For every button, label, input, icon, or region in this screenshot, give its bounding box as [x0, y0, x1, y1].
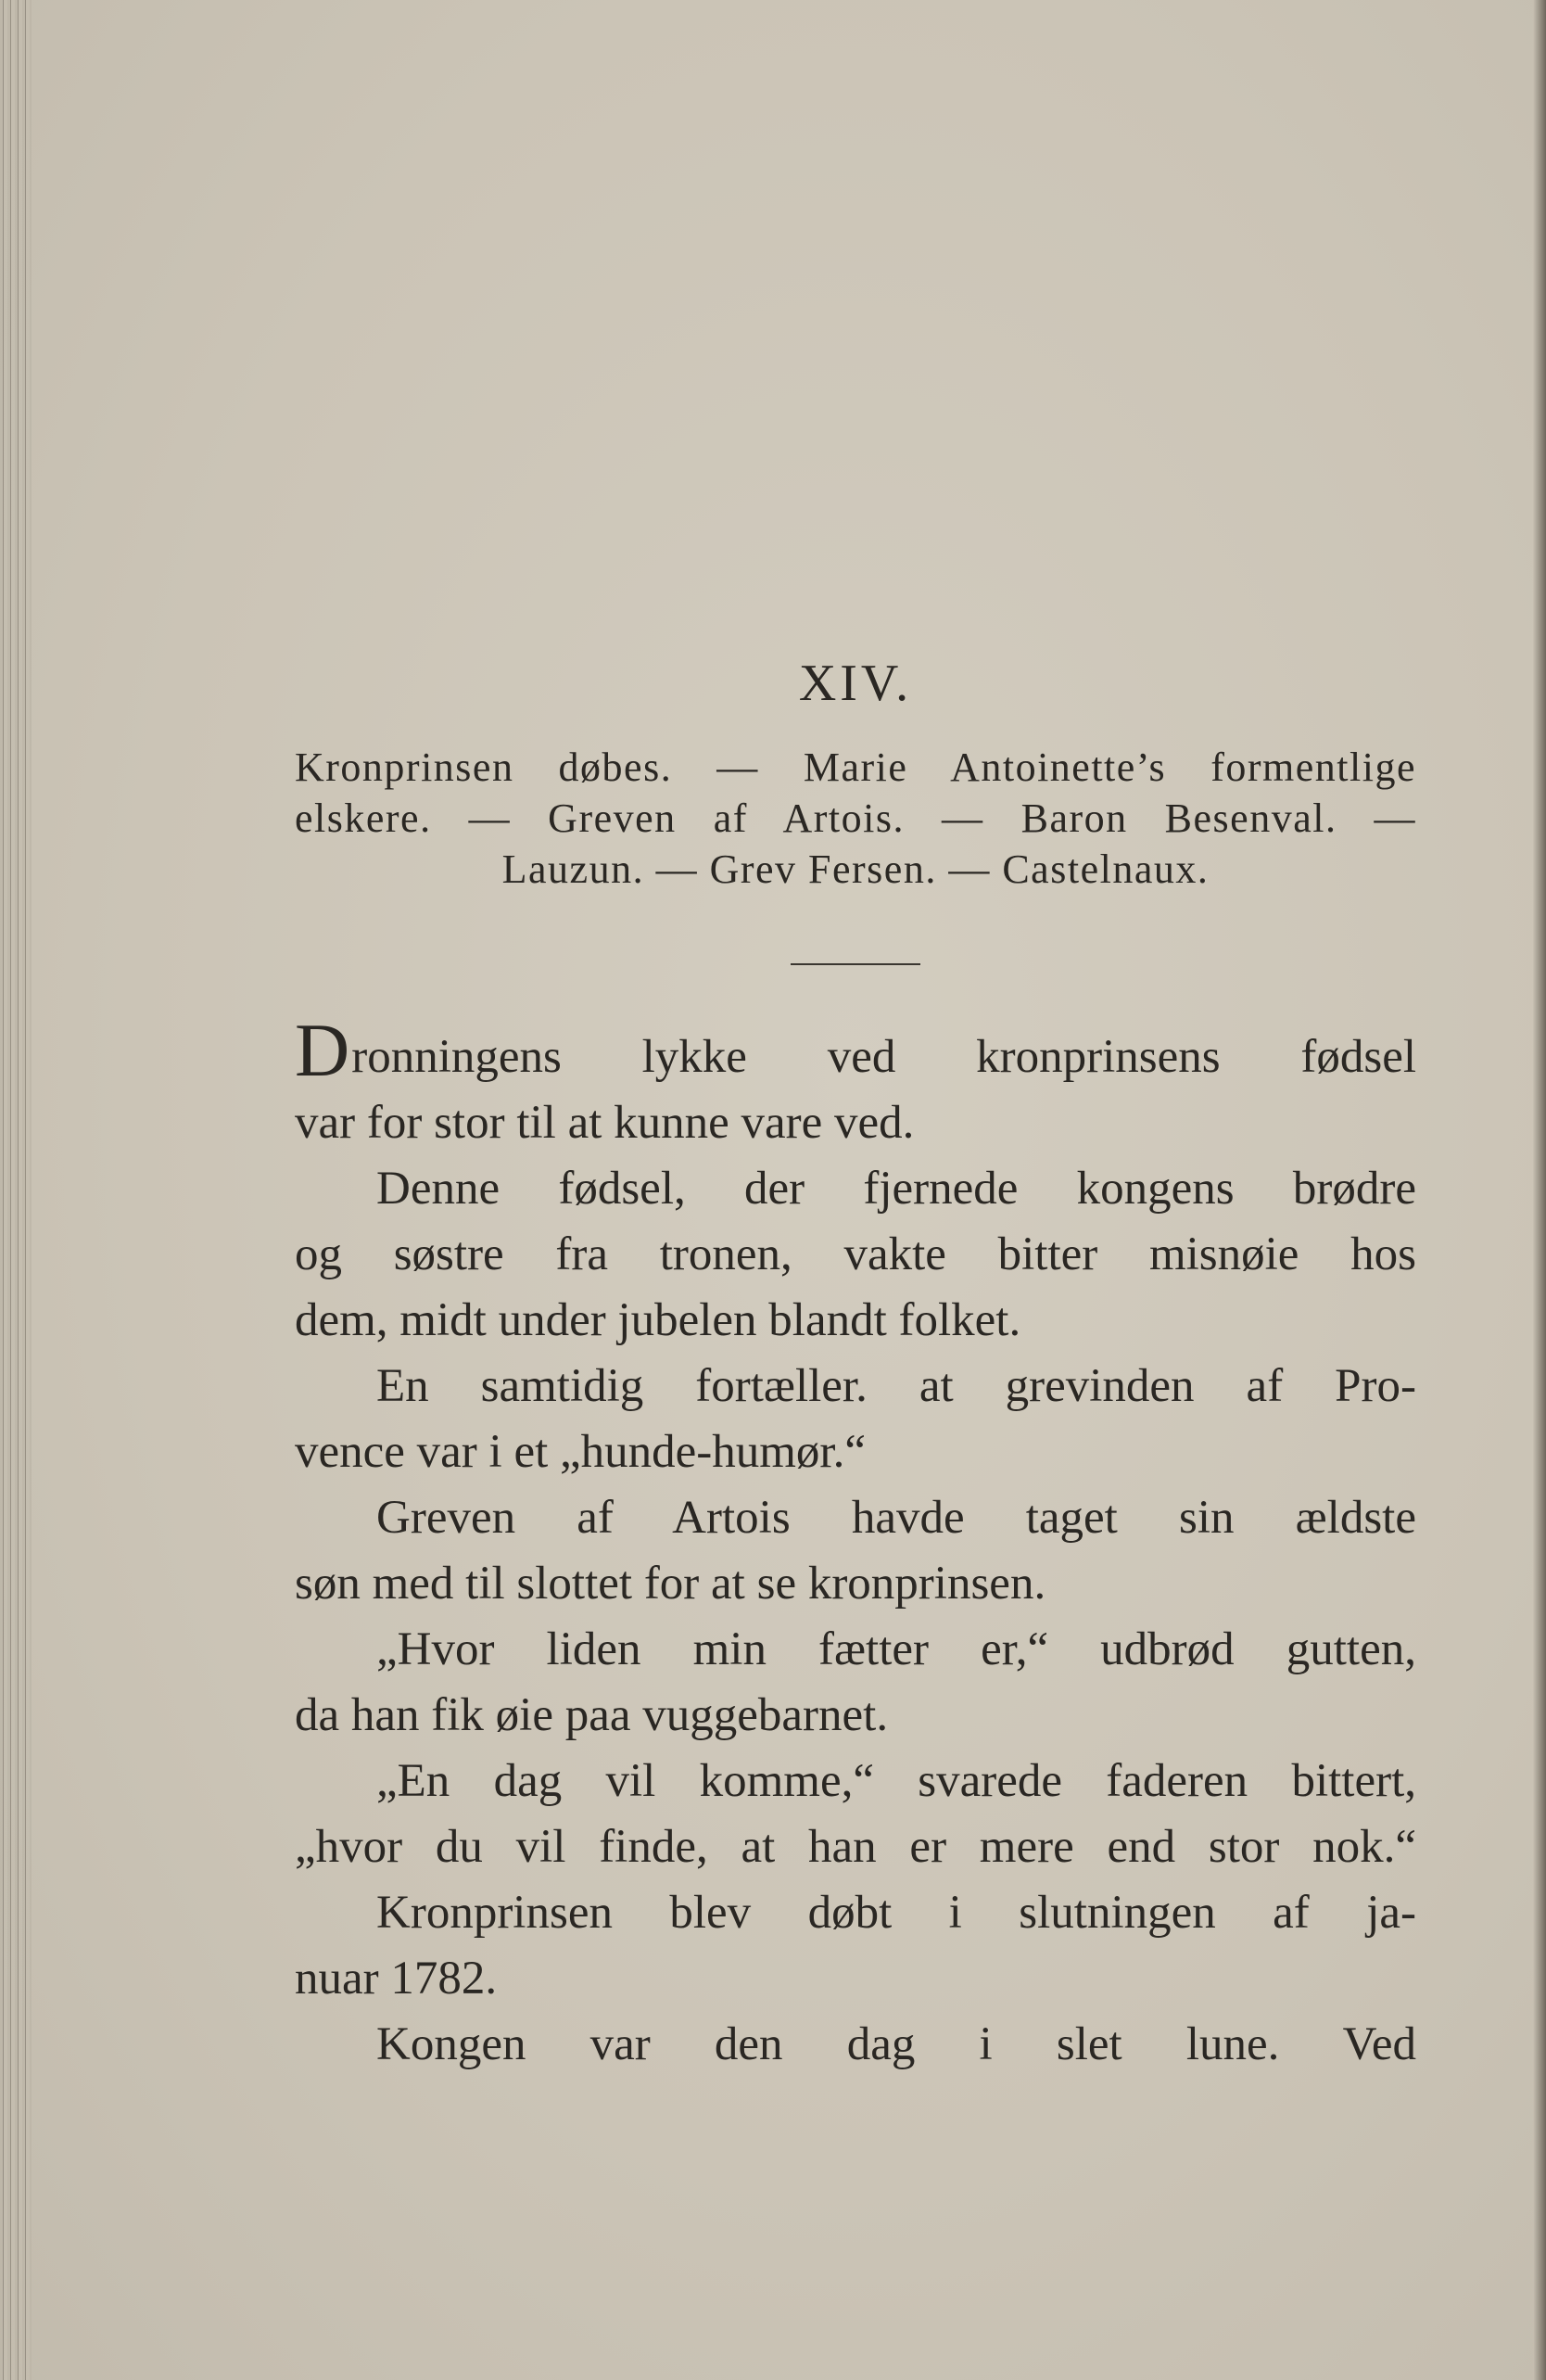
chapter-number: XIV. [798, 655, 913, 712]
section-divider [791, 963, 920, 965]
body-line: Kronprinsen blev døbt i slutningen af ja- [376, 1887, 1416, 1939]
body-line: Greven af Artois havde taget sin ældste [376, 1492, 1416, 1544]
body-line: Kongen var den dag i slet lune. Ved [376, 2018, 1416, 2070]
body-line: og søstre fra tronen, vakte bitter misnøie hos [295, 1228, 1416, 1280]
body-text [295, 1008, 1416, 2078]
body-line: En samtidig fortæller. at grevinden af Pro- [376, 1360, 1416, 1412]
drop-cap: D [295, 1008, 350, 1092]
page-right-edge [1533, 0, 1546, 2380]
first-line-text: ronningens lykke ved kronprinsens fødsel [351, 1031, 1416, 1083]
body-line: Denne fødsel, der fjernede kongens brødre [376, 1163, 1416, 1215]
body-line: vence var i et „hunde-humør.“ [295, 1426, 866, 1478]
summary-line: Lauzun. — Grev Fersen. — Castelnaux. [501, 846, 1210, 892]
body-line: „hvor du vil finde, at han er mere end stor nok.“ [295, 1821, 1416, 1873]
body-line: „Hvor liden min fætter er,“ udbrød gutten, [376, 1623, 1416, 1675]
summary-line: elskere. — Greven af Artois. — Baron Besenval. — [295, 795, 1416, 841]
body-line-first [295, 1008, 1416, 1092]
body-line: var for stor til at kunne vare ved. [295, 1097, 915, 1149]
chapter-summary [295, 742, 1416, 895]
body-line: dem, midt under jubelen blandt folket. [295, 1294, 1021, 1346]
body-line: „En dag vil komme,“ svarede faderen bittert, [376, 1755, 1416, 1807]
body-line: søn med til slottet for at se kronprinsen. [295, 1558, 1046, 1610]
body-line: da han fik øie paa vuggebarnet. [295, 1689, 889, 1741]
body-line: nuar 1782. [295, 1953, 498, 2005]
summary-line: Kronprinsen døbes. — Marie Antoinette’s formentlige [295, 745, 1416, 790]
page-gutter-edge [0, 0, 32, 2380]
